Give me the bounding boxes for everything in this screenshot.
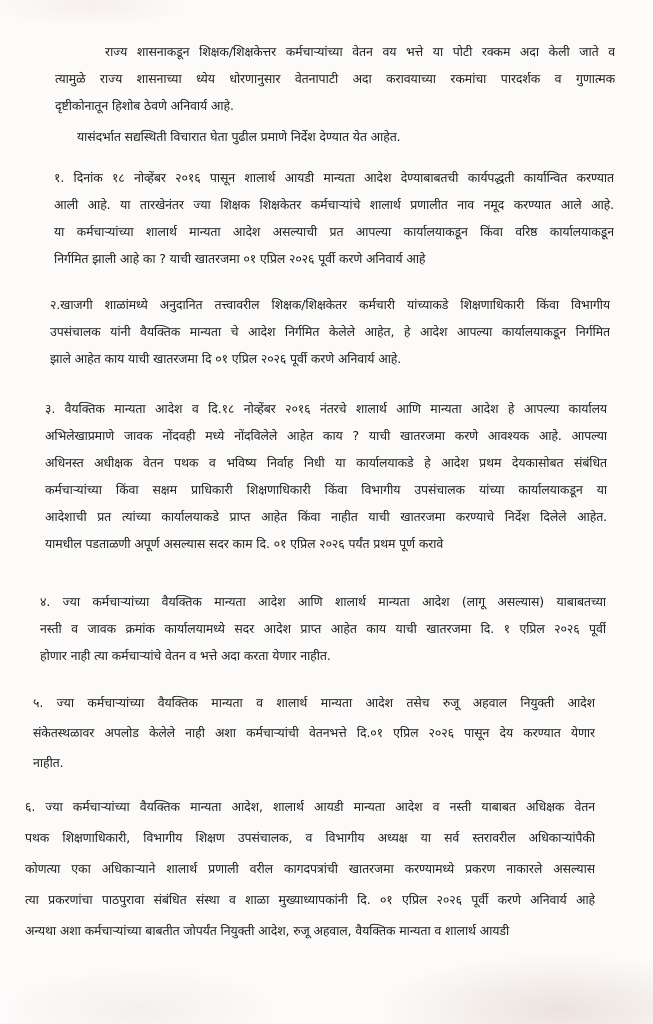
point-line: उपसंचालक यांनी वैयक्तिक मान्यता चे आदेश निर्गमित केलेले आहेत, हे आदेश आपल्या कार्यालयाकडून निर्गमित: [50, 324, 610, 339]
point-2: [50, 291, 610, 372]
context-paragraph: [55, 123, 615, 150]
point-line: नस्ती व जावक क्रमांक कार्यालयामध्ये सदर आदेश प्राप्त आहेत काय याची खातरजमा दि. १ एप्रिल २०२६ पूर्वी: [40, 621, 606, 636]
intro-line: राज्य शासनाकडून शिक्षक/शिक्षकेत्तर कर्मचाऱ्यांच्या वेतन वय भत्ते या पोटी रक्कम अदा केली जाते व: [105, 44, 615, 59]
point-line: नाहीत.: [33, 755, 64, 770]
point-line: ६. ज्या कर्मचाऱ्यांच्या वैयक्तिक मान्यता आदेश, शालार्थ आयडी मान्यता आदेश व नस्ती याबाबत अधिक्षक वेतन: [25, 799, 595, 814]
point-line: आदेशाची प्रत त्यांच्या कार्यालयाकडे प्राप्त आहेत किंवा नाहीत याची खातरजमा करण्याचे निर्देश दिलेले आहेत.: [45, 509, 607, 524]
point-line: पथक शिक्षणाधिकारी, विभागीय शिक्षण उपसंचालक, व विभागीय अध्यक्ष या सर्व स्तरावरील अधिकाऱ्यांपैकी: [25, 830, 595, 845]
point-line: या कर्मचाऱ्यांच्या शालार्थ मान्यता आदेश असल्याची प्रत आपल्या कार्यालयाकडून किंवा वरिष्ठ कार्यालयाकडून: [54, 224, 614, 239]
point-line: निर्गमित झाली आहे का ? याची खातरजमा ०१ एप्रिल २०२६ पूर्वी करणे अनिवार्य आहे: [54, 251, 426, 266]
point-line: संकेतस्थळावर अपलोड केलेले नाही अशा कर्मचाऱ्यांची वेतनभत्ते दि.०१ एप्रिल २०२६ पासून देय करण्यात येणार: [33, 725, 595, 740]
point-line: ४. ज्या कर्मचाऱ्यांच्या वैयक्तिक मान्यता आदेश आणि शालार्थ मान्यता आदेश (लागू असल्यास) याबाबतच्या: [40, 594, 606, 609]
point-6: [25, 791, 595, 946]
point-1: [54, 164, 614, 272]
context-line: यासंदर्भात सद्यस्थिती विचारात घेता पुढील प्रमाणे निर्देश देण्यात येत आहेत.: [77, 129, 401, 144]
point-line: कोणत्या एका अधिकाऱ्याने शालार्थ प्रणाली वरील कागदपत्रांची खातरजमा करण्यामध्ये प्रकरण नाकारले असल्यास: [25, 861, 595, 876]
intro-line: त्यामुळे राज्य शासनाच्या ध्येय धोरणानुसार वेतनापाटी अदा करावयाच्या रकमांचा पारदर्शक व गुणात्मक: [55, 71, 615, 86]
intro-paragraph: [55, 38, 615, 119]
point-line: अधिनस्त अधीक्षक वेतन पथक व भविष्य निर्वाह निधी या कार्यालयाकडे हे आदेश प्रथम देयकासोबत संबंधित: [45, 455, 607, 470]
point-line: २.खाजगी शाळांमध्ये अनुदानित तत्त्वावरील शिक्षक/शिक्षकेतर कर्मचारी यांच्याकडे शिक्षणाधिकारी किंवा विभागीय: [50, 297, 610, 312]
point-line: आली आहे. या तारखेनंतर ज्या शिक्षक शिक्षकेतर कर्मचाऱ्यांचे शालार्थ प्रणालीत नाव नमूद करण्यात आले आहे.: [54, 197, 614, 212]
point-line: ३. वैयक्तिक मान्यता आदेश व दि.१८ नोव्हेंबर २०१६ नंतरचे शालार्थ आणि मान्यता आदेश हे आपल्या कार्यालय: [45, 401, 607, 416]
point-line: ५. ज्या कर्मचाऱ्यांच्या वैयक्तिक मान्यता व शालार्थ मान्यता आदेश तसेच रुजू अहवाल नियुक्ती आदेश: [33, 695, 595, 710]
point-line: त्या प्रकरणांचा पाठपुरावा संबंधित संस्था व शाळा मुख्याध्यापकांनी दि. ०१ एप्रिल २०२६ पूर्वी करणे अनिवार्य आहे: [25, 892, 595, 907]
intro-line: दृष्टीकोनातून हिशोब ठेवणे अनिवार्य आहे.: [55, 98, 234, 113]
point-line: अभिलेखाप्रमाणे जावक नोंदवही मध्ये नोंदविलेले आहेत काय ? याची खातरजमा करणे आवश्यक आहे. आपल्या: [45, 428, 607, 443]
point-line: कर्मचाऱ्यांच्या किंवा सक्षम प्राधिकारी शिक्षणाधिकारी किंवा विभागीय उपसंचालक यांच्या कार्यालयाकडून या: [45, 482, 607, 497]
point-4: [40, 588, 606, 669]
point-line: १. दिनांक १८ नोव्हेंबर २०१६ पासून शालार्थ आयडी मान्यता आदेश देण्याबाबतची कार्यपद्धती कार्यान्वित करण्यात: [54, 170, 614, 185]
point-3: [45, 395, 607, 557]
point-5: [33, 688, 595, 778]
point-line: होणार नाही त्या कर्मचाऱ्यांचे वेतन व भत्ते अदा करता येणार नाहीत.: [40, 648, 331, 663]
point-line: अन्यथा अशा कर्मचाऱ्यांच्या बाबतीत जोपर्यंत नियुक्ती आदेश, रुजू अहवाल, वैयक्तिक मान्यता व शालार्थ आयडी: [25, 923, 510, 938]
point-line: झाले आहेत काय याची खातरजमा दि ०१ एप्रिल २०२६ पूर्वी करणे अनिवार्य आहे.: [50, 351, 402, 366]
point-line: यामधील पडताळणी अपूर्ण असल्यास सदर काम दि. ०१ एप्रिल २०२६ पर्यंत प्रथम पूर्ण करावे: [45, 536, 444, 551]
